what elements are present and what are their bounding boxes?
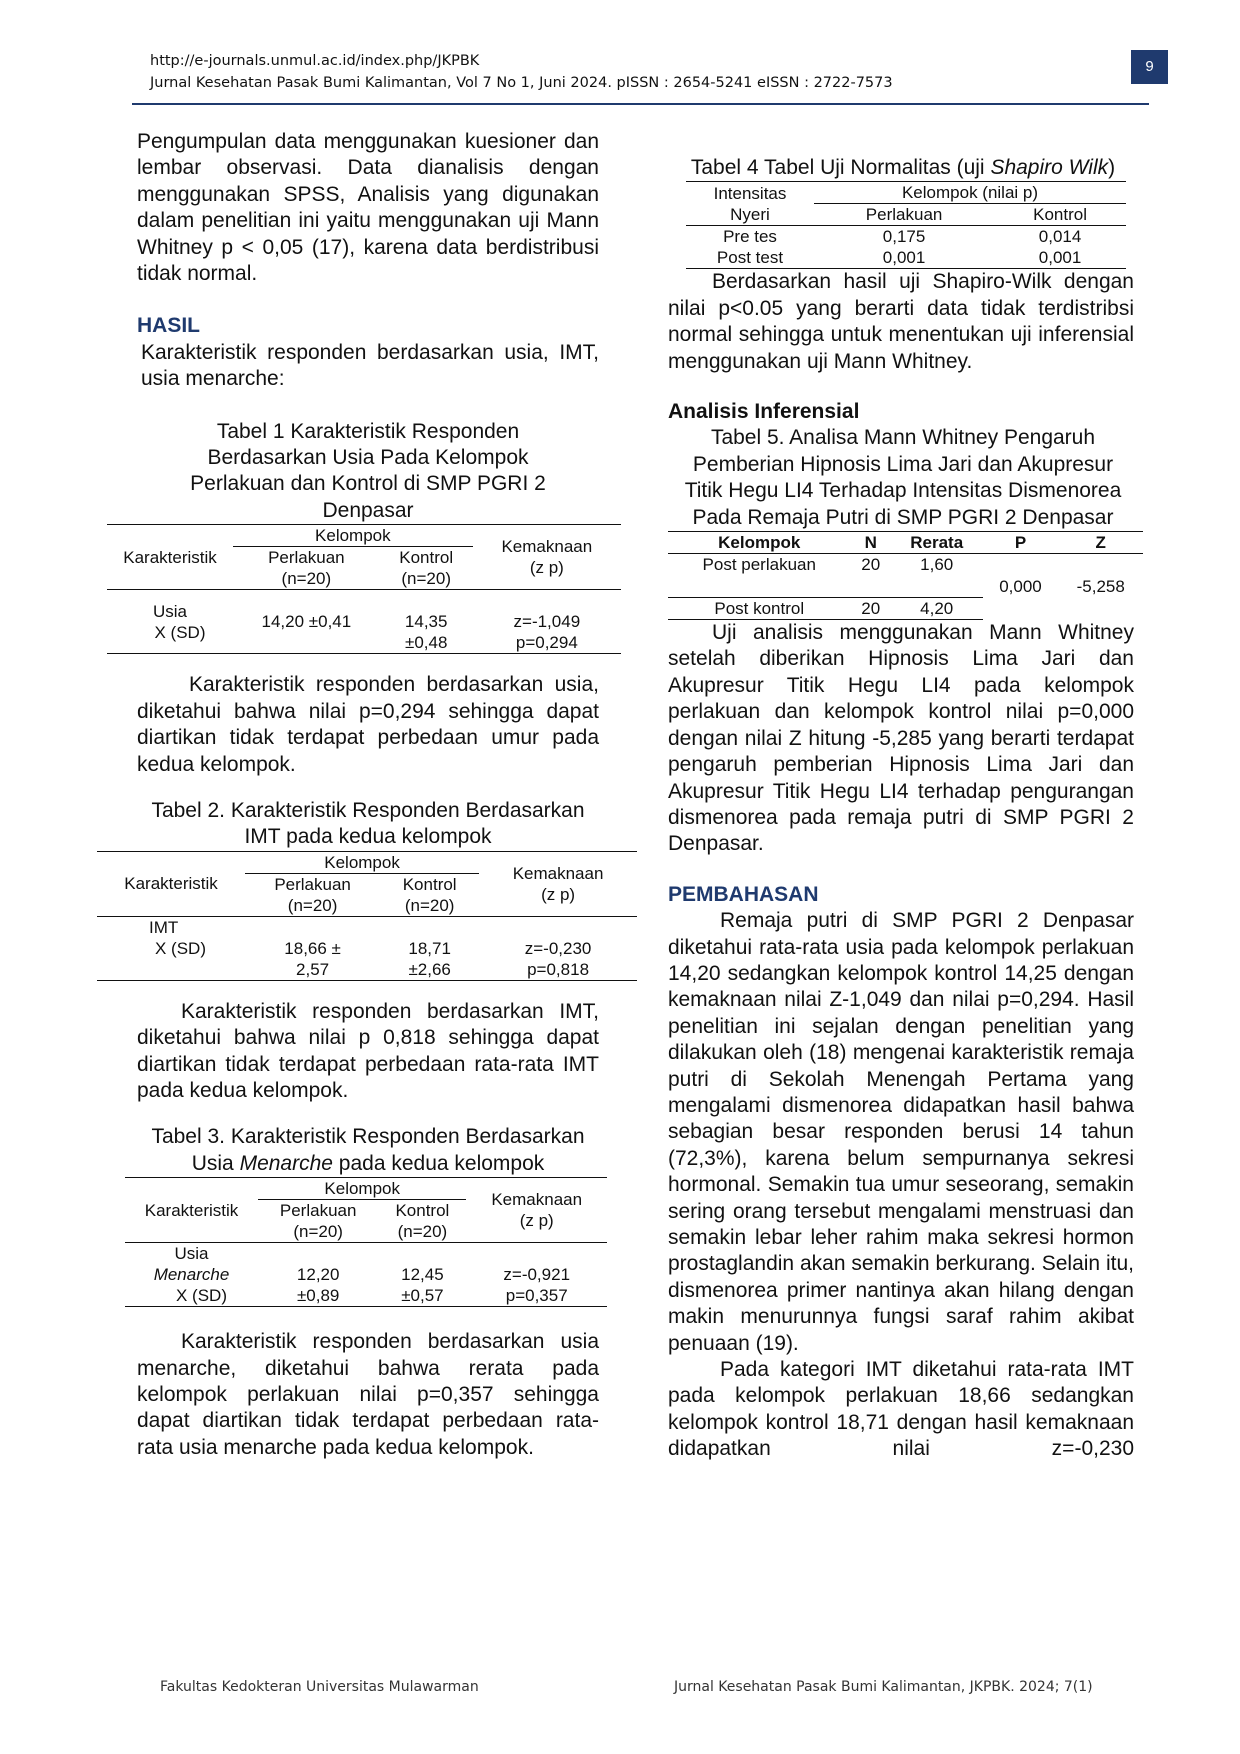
- table3-caption: Tabel 3. Karakteristik Responden Berdasarkan Usia Menarche pada kedua kelompok: [151, 1125, 585, 1175]
- t1-h-perlakuan: Perlakuan: [268, 548, 345, 568]
- t5-h-rerata: Rerata: [891, 532, 983, 554]
- table2-caption: Tabel 2. Karakteristik Responden Berdasarkan IMT pada kedua kelompok: [151, 798, 585, 849]
- t2-h-kelompok: Kelompok: [245, 851, 479, 873]
- t4-row-kontrol: 0,001: [994, 247, 1126, 269]
- t3-kontrol-1: 12,45: [401, 1265, 444, 1285]
- t5-h-p: P: [983, 532, 1059, 554]
- t4-row-perlakuan: 0,001: [814, 247, 994, 269]
- t4-row-label: Post test: [686, 247, 814, 269]
- t4-row-kontrol: 0,014: [994, 226, 1126, 248]
- t5-row1-n: 20: [861, 555, 881, 575]
- t4-h-kontrol: Kontrol: [1033, 205, 1088, 225]
- t5-row1-rerata: 1,60: [920, 555, 954, 575]
- t5-row2-n: 20: [850, 598, 890, 620]
- t3-h-perlakuan: Perlakuan: [279, 1201, 357, 1221]
- analisis-heading: Analisis Inferensial: [668, 400, 860, 424]
- t1-row-label: Usia: [152, 601, 187, 621]
- paragraph-pembahasan-1: Remaja putri di SMP PGRI 2 Denpasar diketahui rata-rata usia pada kelompok perlakuan 14,20 sedangkan kelompok kontrol 14,25 dengan kemaknaan nilai Z-1,049 dan nilai p=0,294. Hasil penelitian ini sejalan dengan penelitian yang dilakukan oleh (18) mengenai karakteristik remaja putri di Sekolah Menengah Pertama yang mengalami dismenorea didapatkan hasil bahwa sebagian besar responden berusi 14 tahun (72,3%), karena belum sempurnanya sekresi hormonal. Semakin tua umur seseorang, semakin sering orang tersebut mengalami menstruasi dan semakin lebar leher rahim maka sekresi hormon prostaglandin akan semakin berkurang. Selain itu, dismenorea primer nantinya akan hilang dengan makin menurunnya fungsi saraf rahim akibat penuaan (19).: [668, 909, 1134, 1355]
- t2-h-kemaknaan: Kemaknaan: [512, 863, 604, 883]
- t1-z: z=-1,049: [513, 612, 581, 632]
- t3-h-kontrol: Kontrol: [395, 1201, 450, 1221]
- t3-h-kemaknaan: Kemaknaan: [491, 1190, 583, 1210]
- hasil-heading: HASIL: [137, 314, 200, 338]
- paragraph-menarche: Karakteristik responden berdasarkan usia menarche, diketahui bahwa rerata pada kelompok perlakuan nilai p=0,357 sehingga dapat diartikan tidak terdapat perbedaan rata-rata usia menarche pada kedua kelompok.: [137, 1330, 599, 1459]
- table4-caption: Tabel 4 Tabel Uji Normalitas (uji Shapiro Wilk): [690, 156, 1116, 179]
- intro-paragraph: Pengumpulan data menggunakan kuesioner dan lembar observasi. Data dianalisis dengan menggunakan SPSS, Analisis yang digunakan dalam penelitian ini yaitu menggunakan uji Mann Whitney p < 0,05 (17), karena data berdistribusi tidak normal.: [137, 130, 599, 286]
- paragraph-normalitas: Berdasarkan hasil uji Shapiro-Wilk dengan nilai p<0.05 yang berarti data tidak terdistribsi normal sehingga untuk menentukan uji inferensial menggunakan uji Mann Whitney.: [668, 270, 1134, 373]
- t3-p: p=0,357: [505, 1286, 568, 1306]
- t1-kontrol-2: ±0,48: [404, 633, 448, 653]
- t2-kontrol-1: 18,71: [408, 938, 451, 958]
- t5-row1-label: Post perlakuan: [702, 555, 816, 575]
- t4-h-nyeri: Nyeri: [730, 204, 770, 224]
- paragraph-pembahasan-2: Pada kategori IMT diketahui rata-rata IMT pada kelompok perlakuan 18,66 sedangkan kelompok kontrol 18,71 dengan hasil kemaknaan didapatkan nilai z=-0,230: [668, 1358, 1134, 1461]
- t2-kontrol-2: ±2,66: [408, 959, 451, 979]
- t1-h-zp: (z p): [529, 558, 564, 578]
- table3: [125, 1177, 607, 1307]
- left-column: [123, 129, 604, 1461]
- t4-row-perlakuan: 0,175: [814, 226, 994, 248]
- t2-perlakuan-2: 2,57: [296, 959, 330, 979]
- t3-row-sub: X (SD): [176, 1286, 227, 1306]
- t2-p: p=0,818: [527, 959, 590, 979]
- table1-caption: Tabel 1 Karakteristik Responden Berdasarkan Usia Pada Kelompok Perlakuan dan Kontrol di SMP PGRI 2 Denpasar: [190, 419, 546, 522]
- t4-h-kelompok: Kelompok (nilai p): [814, 182, 1126, 204]
- paragraph-mann-whitney: Uji analisis menggunakan Mann Whitney setelah diberikan Hipnosis Lima Jari dan Akupresur Titik Hegu LI4 pada kelompok perlakuan dan kelompok kontrol nilai p=0,000 dengan nilai Z hitung -5,285 yang berarti terdapat pengaruh pemberian Hipnosis Lima Jari dan Akupresur Titik Hegu LI4 terhadap pengurangan dismenorea pada remaja putri di SMP PGRI 2 Denpasar.: [668, 621, 1134, 856]
- t5-p: 0,000: [999, 577, 1042, 597]
- t1-h-n: (n=20): [281, 569, 332, 589]
- header-rule: [132, 103, 1149, 105]
- t1-kontrol-1: 14,35: [404, 612, 448, 632]
- t1-h-kelompok: Kelompok: [233, 525, 473, 547]
- hasil-intro: Karakteristik responden berdasarkan usia, IMT, usia menarche:: [141, 340, 599, 391]
- t2-h-karakteristik: Karakteristik: [97, 851, 245, 916]
- t3-perlakuan-2: ±0,89: [296, 1286, 340, 1306]
- t5-h-z: Z: [1058, 532, 1143, 554]
- t4-h-intensitas: Intensitas: [713, 183, 787, 203]
- t3-h-karakteristik: Karakteristik: [125, 1178, 258, 1243]
- t1-perlakuan: 14,20 ±0,41: [261, 612, 352, 632]
- t2-h-n: (n=20): [404, 895, 455, 915]
- page-number: 9: [1131, 50, 1168, 84]
- t5-h-kelompok: Kelompok: [668, 532, 850, 554]
- t2-h-kontrol: Kontrol: [402, 874, 457, 894]
- t2-z: z=-0,230: [524, 938, 592, 958]
- footer-right: Jurnal Kesehatan Pasak Bumi Kalimantan, JKPBK. 2024; 7(1): [674, 1679, 1093, 1695]
- t3-perlakuan-1: 12,20: [296, 1265, 340, 1285]
- t3-z: z=-0,921: [503, 1265, 571, 1285]
- page-header: [150, 50, 893, 94]
- pembahasan-heading: PEMBAHASAN: [668, 882, 819, 906]
- table4: [686, 181, 1126, 269]
- paragraph-imt: Karakteristik responden berdasarkan IMT, diketahui bahwa nilai p 0,818 sehingga dapat diartikan tidak terdapat perbedaan rata-rata IMT pada kedua kelompok.: [137, 999, 599, 1102]
- t5-h-n: N: [850, 532, 890, 554]
- t2-h-zp: (z p): [541, 884, 576, 904]
- t2-row-sub: X (SD): [155, 938, 206, 958]
- t1-h-n: (n=20): [401, 569, 452, 589]
- t3-kontrol-2: ±0,57: [401, 1286, 444, 1306]
- t5-row2-rerata: 4,20: [891, 598, 983, 620]
- t1-h-kontrol: Kontrol: [399, 548, 454, 568]
- t3-row-label: Usia: [174, 1244, 209, 1264]
- t5-row2-label: Post kontrol: [668, 598, 850, 620]
- t2-h-perlakuan: Perlakuan: [274, 874, 351, 894]
- t5-z: -5,258: [1076, 577, 1125, 597]
- table1: [107, 524, 621, 654]
- t4-h-perlakuan: Perlakuan: [865, 205, 943, 225]
- t3-h-kelompok: Kelompok: [258, 1178, 466, 1200]
- table5-caption: Tabel 5. Analisa Mann Whitney Pengaruh Pemberian Hipnosis Lima Jari dan Akupresur Titik Hegu LI4 Terhadap Intensitas Dismenorea Pada Remaja Putri di SMP PGRI 2 Denpasar: [684, 426, 1122, 529]
- t2-perlakuan-1: 18,66 ±: [284, 938, 341, 958]
- t1-h-karakteristik: Karakteristik: [107, 525, 233, 590]
- t2-row-label: IMT: [149, 917, 179, 937]
- t3-h-n: (n=20): [397, 1222, 448, 1242]
- table2: [97, 851, 637, 981]
- t1-p: p=0,294: [515, 633, 578, 653]
- t1-h-kemaknaan: Kemaknaan: [501, 537, 593, 557]
- journal-info: Jurnal Kesehatan Pasak Bumi Kalimantan, Vol 7 No 1, Juni 2024. pISSN : 2654-5241 eISSN : 2722-7573: [150, 75, 893, 91]
- t4-row-label: Pre tes: [686, 226, 814, 248]
- t3-h-n: (n=20): [293, 1222, 343, 1242]
- t1-row-sub: X (SD): [154, 622, 206, 642]
- t3-row-label2: Menarche: [153, 1265, 230, 1285]
- journal-url[interactable]: http://e-journals.unmul.ac.id/index.php/JKPBK: [150, 53, 480, 69]
- footer-left: Fakultas Kedokteran Universitas Mulawarman: [160, 1679, 479, 1695]
- t3-h-zp: (z p): [519, 1211, 554, 1231]
- t2-h-n: (n=20): [287, 895, 338, 915]
- paragraph-usia: Karakteristik responden berdasarkan usia, diketahui bahwa nilai p=0,294 sehingga dapat diartikan tidak terdapat perbedaan umur pada kedua kelompok.: [137, 673, 599, 776]
- table5: [668, 531, 1143, 620]
- right-column: [668, 155, 1134, 1463]
